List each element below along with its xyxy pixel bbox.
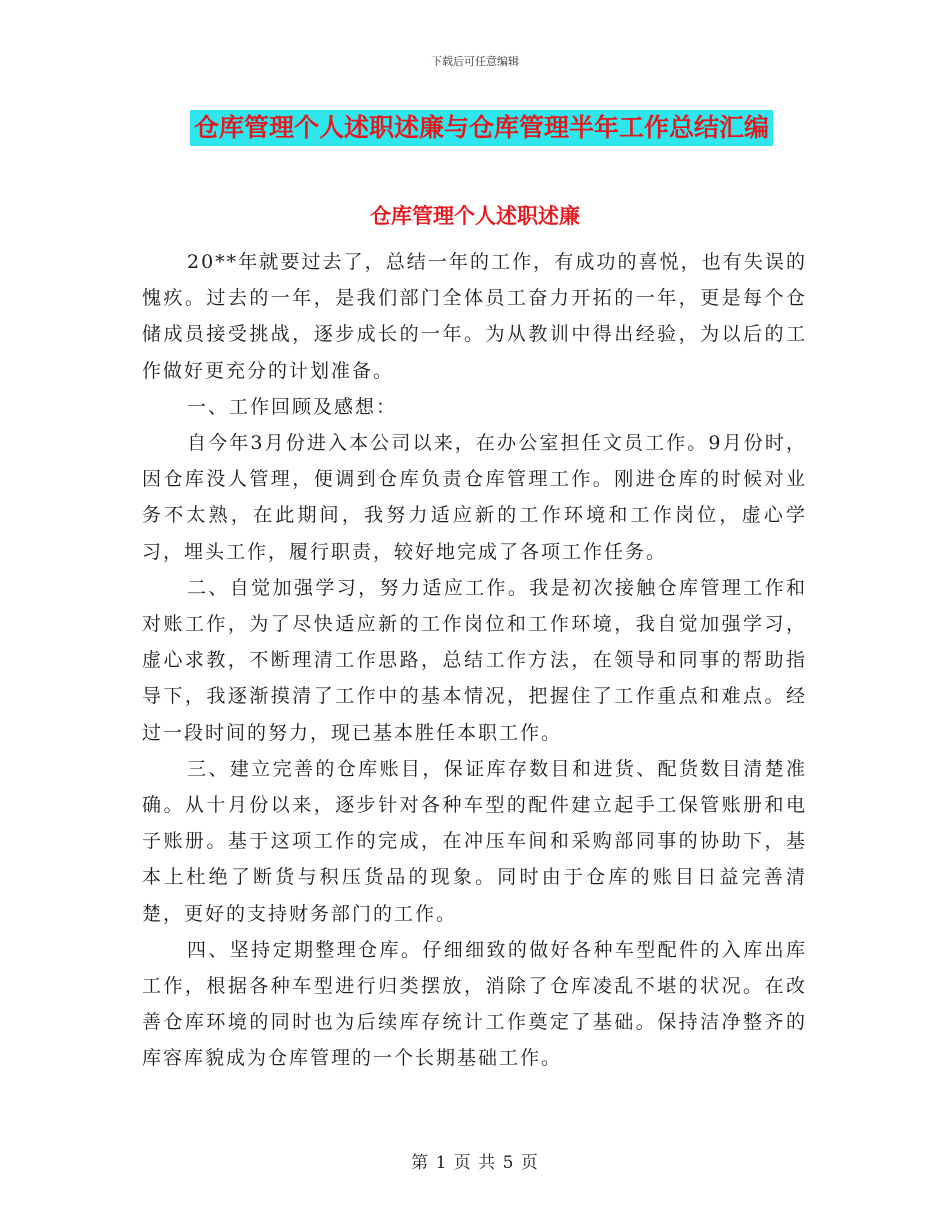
paragraph-work-review: 自今年3月份进入本公司以来，在办公室担任文员工作。9月份时，因仓库没人管理，便调到仓库负责仓库管理工作。刚进仓库的时候对业务不太熟，在此期间，我努力适应新的工作环境和工作岗位，虚心学习，埋头工作，履行职责，较好地完成了各项工作任务。 (142, 432, 807, 563)
paragraph-intro: 20**年就要过去了，总结一年的工作，有成功的喜悦，也有失误的愧疚。过去的一年，是我们部门全体员工奋力开拓的一年，更是每个仓储成员接受挑战，逐步成长的一年。为从教训中得出经验，为以后的工作做好更充分的计划准备。 (142, 251, 807, 382)
document-body (142, 244, 807, 1077)
page-header-note: 下载后可任意编辑 (431, 55, 519, 68)
document-main-title: 仓库管理个人述职述廉与仓库管理半年工作总结汇编 (190, 110, 773, 146)
paragraph-accounts: 三、建立完善的仓库账目，保证库存数目和进货、配货数目清楚准确。从十月份以来，逐步针对各种车型的配件建立起手工保管账册和电子账册。基于这项工作的完成，在冲压车间和采购部同事的协助下，基本上杜绝了断货与积压货品的现象。同时由于仓库的账目日益完善清楚，更好的支持财务部门的工作。 (142, 757, 807, 925)
section-title: 仓库管理个人述职述廉 (370, 204, 580, 228)
page-number-footer: 第 1 页 共 5 页 (411, 1153, 539, 1173)
paragraph-heading-review: 一、工作回顾及感想： (187, 395, 398, 418)
paragraph-learning: 二、自觉加强学习，努力适应工作。我是初次接触仓库管理工作和对账工作，为了尽快适应新的工作岗位和工作环境，我自觉加强学习，虚心求教，不断理清工作思路，总结工作方法，在领导和同事的帮助指导下，我逐渐摸清了工作中的基本情况，把握住了工作重点和难点。经过一段时间的努力，现已基本胜任本职工作。 (142, 576, 807, 744)
paragraph-organize: 四、坚持定期整理仓库。仔细细致的做好各种车型配件的入库出库工作，根据各种车型进行归类摆放，消除了仓库凌乱不堪的状况。在改善仓库环境的同时也为后续库存统计工作奠定了基础。保持洁净整齐的库容库貌成为仓库管理的一个长期基础工作。 (142, 938, 807, 1070)
